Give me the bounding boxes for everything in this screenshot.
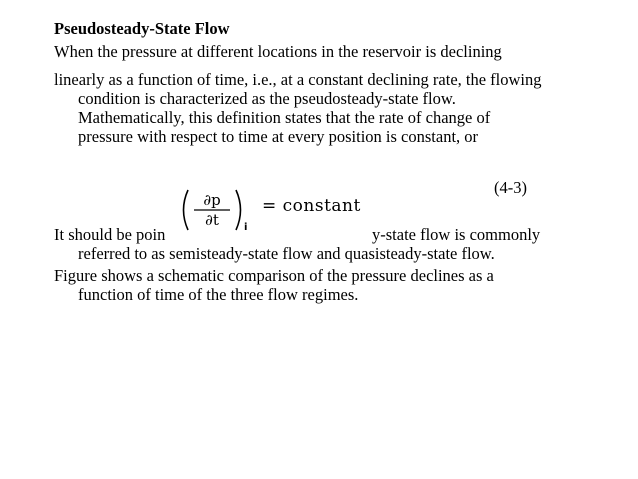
equation-number: (4-3) [494,178,527,197]
para1-line4: Mathematically, this definition states that the rate of change of [78,108,491,127]
para2-line1-left: It should be poin [54,225,166,244]
equation-formula [178,188,378,232]
para1-line3: condition is characterized as the pseudosteady-state flow. [78,89,456,108]
equation-numerator: ∂p [203,191,221,209]
equation-subscript: i [244,222,248,232]
para2-line2: referred to as semisteady-state flow and quasisteady-state flow. [78,244,495,263]
equation-denominator: ∂t [205,211,219,229]
para1-line5: pressure with respect to time at every position is constant, or [78,127,479,146]
para3-line2: function of time of the three flow regimes. [78,285,359,304]
para3-line1: Figure shows a schematic comparison of the pressure declines as a [54,266,494,285]
section-title: Pseudosteady-State Flow [54,19,230,38]
para1-line2: linearly as a function of time, i.e., at a constant declining rate, the flowing [54,70,542,89]
para2-line1-right: y-state flow is commonly [372,225,541,244]
equation-rhs: = constant [262,196,361,216]
para1-line1: When the pressure at different locations in the reservoir is declining [54,42,502,61]
